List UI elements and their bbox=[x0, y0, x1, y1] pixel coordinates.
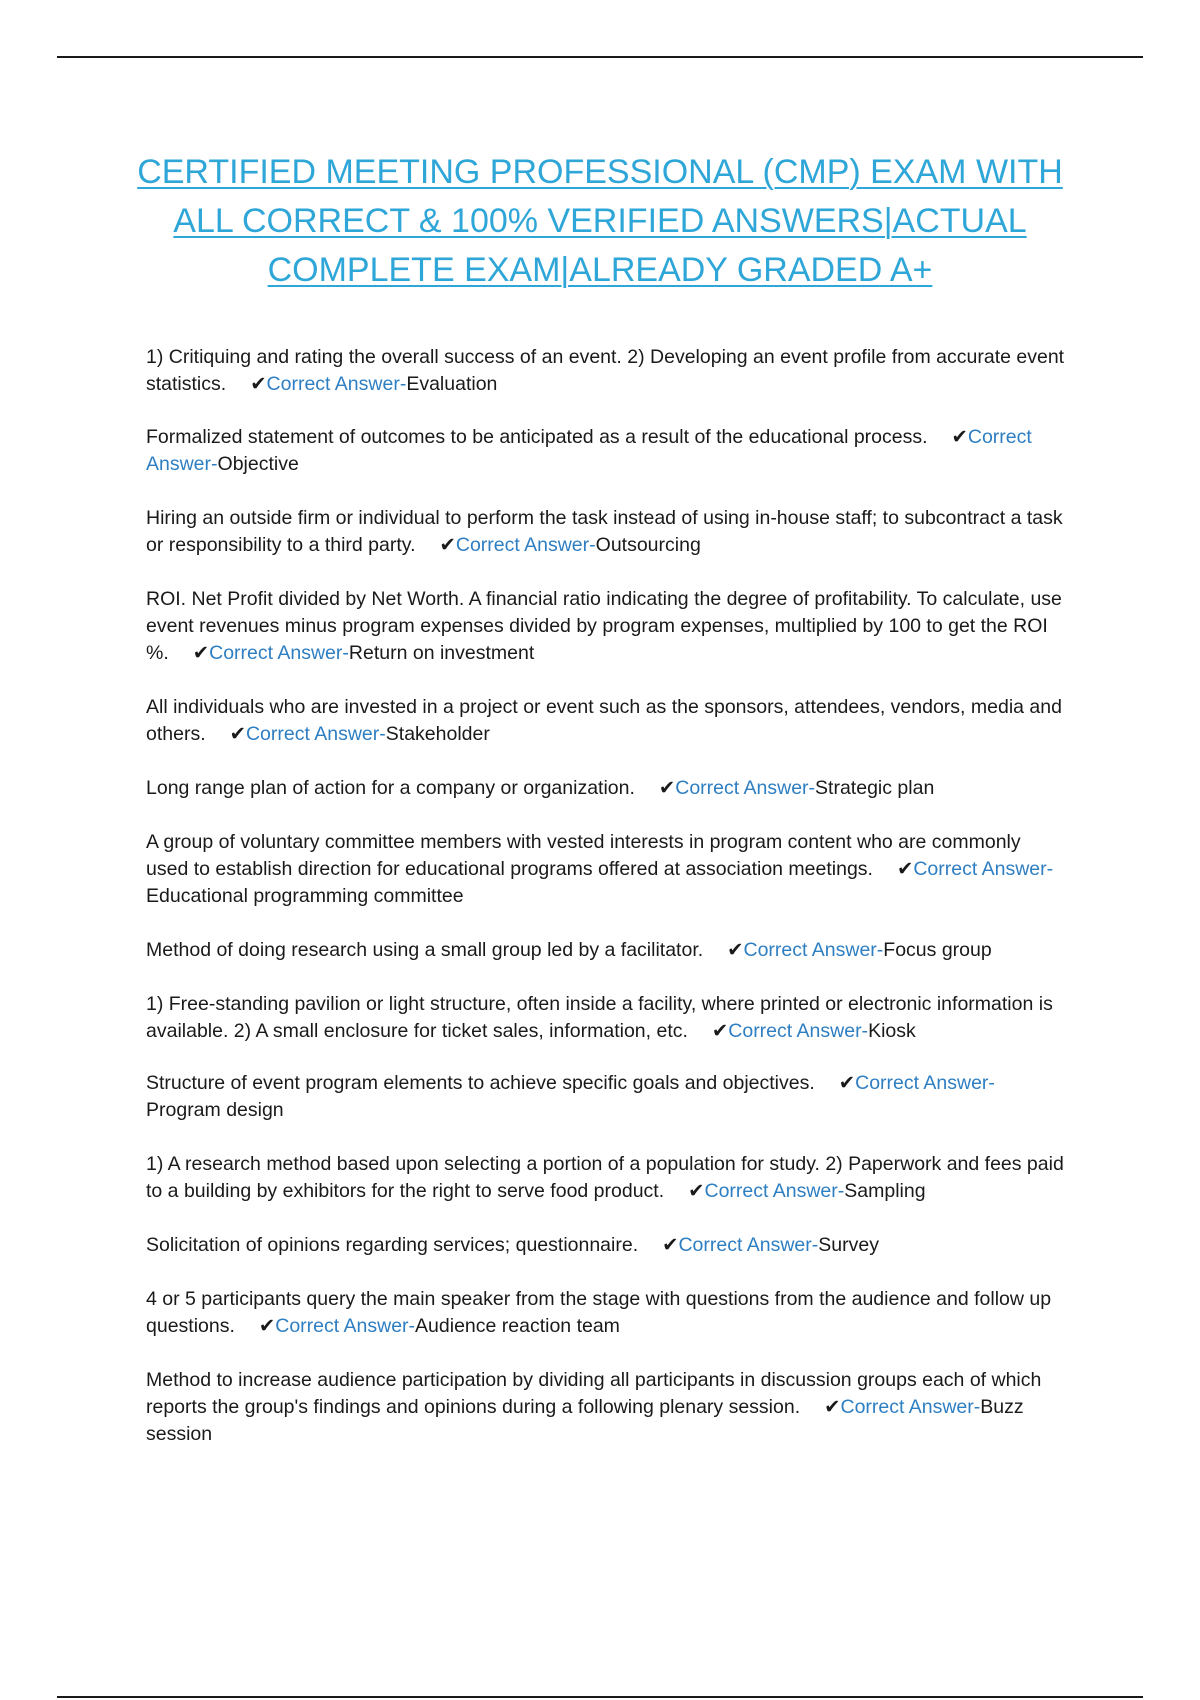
answer-text: Educational programming committee bbox=[146, 885, 464, 907]
question-text: 4 or 5 participants query the main speaker from the stage with questions from the audience and follow up questions. bbox=[146, 1288, 1052, 1337]
qa-item bbox=[146, 775, 1066, 802]
question-text: A group of voluntary committee members with vested interests in program content who are commonly used to establish direction for educational programs offered at association meetings. bbox=[146, 831, 1021, 880]
question-text: All individuals who are invested in a project or event such as the sponsors, attendees, vendors, media and others. bbox=[146, 696, 1062, 745]
question-text: Method of doing research using a small group led by a facilitator. bbox=[146, 939, 704, 961]
correct-answer-label: Correct Answer- bbox=[913, 858, 1054, 880]
check-icon: ✔ bbox=[229, 723, 246, 745]
answer-text: Sampling bbox=[844, 1180, 926, 1202]
top-rule bbox=[57, 56, 1143, 58]
qa-item bbox=[146, 1070, 1066, 1124]
answer-text: Focus group bbox=[883, 939, 992, 961]
correct-answer-label: Correct Answer- bbox=[678, 1234, 819, 1256]
qa-item bbox=[146, 991, 1066, 1045]
check-icon: ✔ bbox=[258, 1315, 276, 1337]
question-text: Formalized statement of outcomes to be anticipated as a result of the educational process. bbox=[146, 426, 928, 448]
question-text: 1) Free-standing pavilion or light structure, often inside a facility, where printed or electronic information is available. 2) A small enclosure for ticket sales, information, etc. bbox=[146, 993, 1053, 1042]
answer-text: Audience reaction team bbox=[415, 1315, 620, 1337]
qa-item bbox=[146, 1286, 1066, 1340]
answer-text: Survey bbox=[818, 1234, 879, 1256]
correct-answer-label: Correct Answer- bbox=[728, 1020, 869, 1042]
check-icon: ✔ bbox=[688, 1180, 705, 1202]
bottom-rule bbox=[57, 1696, 1143, 1698]
answer-text: Kiosk bbox=[868, 1020, 916, 1042]
qa-item bbox=[146, 829, 1066, 910]
qa-item bbox=[146, 937, 1066, 964]
question-text: ROI. Net Profit divided by Net Worth. A financial ratio indicating the degree of profitability. To calculate, use event revenues minus program expenses divided by program expenses, multiplied by 100 to get the ROI %. bbox=[146, 588, 1062, 664]
answer-text: Outsourcing bbox=[595, 534, 701, 556]
qa-item bbox=[146, 1151, 1066, 1205]
qa-item bbox=[146, 1232, 1066, 1259]
correct-answer-label: Correct Answer- bbox=[855, 1072, 995, 1094]
check-icon: ✔ bbox=[250, 373, 267, 395]
answer-text: Program design bbox=[146, 1099, 284, 1121]
check-icon: ✔ bbox=[192, 642, 210, 664]
check-icon: ✔ bbox=[727, 939, 744, 961]
correct-answer-label: Correct Answer- bbox=[840, 1396, 981, 1418]
qa-item bbox=[146, 424, 1066, 478]
answer-text: Evaluation bbox=[406, 373, 498, 395]
answer-text: Strategic plan bbox=[815, 777, 935, 799]
question-text: Method to increase audience participation by dividing all participants in discussion groups each of which reports the group's findings and opinions during a following plenary session. bbox=[146, 1369, 1042, 1418]
answer-text: Return on investment bbox=[348, 642, 535, 664]
check-icon: ✔ bbox=[439, 534, 456, 556]
check-icon: ✔ bbox=[951, 426, 968, 448]
qa-item bbox=[146, 1367, 1066, 1448]
qa-item bbox=[146, 586, 1066, 667]
qa-list bbox=[146, 344, 1066, 1475]
qa-item bbox=[146, 505, 1066, 559]
check-icon: ✔ bbox=[896, 858, 914, 880]
qa-item bbox=[146, 694, 1066, 748]
correct-answer-label: Correct Answer- bbox=[743, 939, 884, 961]
answer-text: Stakeholder bbox=[385, 723, 490, 745]
check-icon: ✔ bbox=[838, 1072, 856, 1094]
correct-answer-label: Correct Answer- bbox=[146, 426, 1032, 475]
correct-answer-label: Correct Answer- bbox=[209, 642, 349, 664]
check-icon: ✔ bbox=[824, 1396, 841, 1418]
check-icon: ✔ bbox=[662, 1234, 679, 1256]
correct-answer-label: Correct Answer- bbox=[245, 723, 386, 745]
correct-answer-label: Correct Answer- bbox=[675, 777, 816, 799]
check-icon: ✔ bbox=[711, 1020, 729, 1042]
question-text: Solicitation of opinions regarding services; questionnaire. bbox=[146, 1234, 639, 1256]
check-icon: ✔ bbox=[658, 777, 676, 799]
qa-item bbox=[146, 344, 1066, 398]
question-text: 1) Critiquing and rating the overall success of an event. 2) Developing an event profile from accurate event statistics. bbox=[146, 346, 1065, 395]
answer-text: Objective bbox=[217, 453, 299, 475]
answer-text: Buzz session bbox=[146, 1396, 1024, 1445]
question-text: Structure of event program elements to achieve specific goals and objectives. bbox=[146, 1072, 815, 1094]
question-text: Long range plan of action for a company or organization. bbox=[146, 777, 635, 799]
correct-answer-label: Correct Answer- bbox=[455, 534, 596, 556]
correct-answer-label: Correct Answer- bbox=[275, 1315, 416, 1337]
correct-answer-label: Correct Answer- bbox=[266, 373, 407, 395]
document-title: CERTIFIED MEETING PROFESSIONAL (CMP) EXAM WITH ALL CORRECT & 100% VERIFIED ANSWERS|ACTUAL COMPLETE EXAM|ALREADY GRADED A+ bbox=[137, 153, 1063, 289]
question-text: 1) A research method based upon selecting a portion of a population for study. 2) Paperwork and fees paid to a building by exhibitors for the right to serve food product. bbox=[146, 1153, 1064, 1202]
question-text: Hiring an outside firm or individual to perform the task instead of using in-house staff; to subcontract a task or responsibility to a third party. bbox=[146, 507, 1063, 556]
correct-answer-label: Correct Answer- bbox=[704, 1180, 845, 1202]
